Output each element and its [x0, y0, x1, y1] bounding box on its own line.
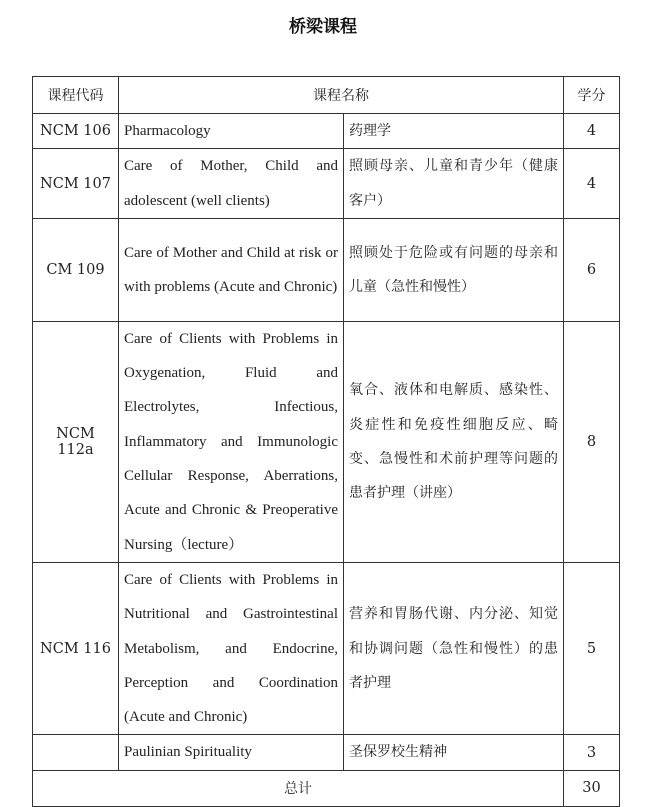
course-name-en: Care of Clients with Problems in Oxygenation, Fluid and Electrolytes, Infectious, Inflammatory and Immunologic Cellular Response, Aberrations, Acute and Chronic & Preoperative Nursing（lecture）	[119, 321, 344, 562]
header-credits: 学分	[564, 77, 620, 114]
header-name: 课程名称	[119, 77, 564, 114]
total-label: 总计	[33, 770, 564, 806]
course-name-en: Care of Clients with Problems in Nutritional and Gastrointestinal Metabolism, and Endocrine, Perception and Coordination (Acute and Chronic)	[119, 562, 344, 734]
course-credits: 8	[564, 321, 620, 562]
course-credits: 3	[564, 735, 620, 770]
course-name-zh: 药理学	[344, 114, 564, 149]
course-code: CM 109	[33, 218, 119, 321]
page-title: 桥梁课程	[289, 17, 357, 37]
table-header-row	[33, 77, 620, 114]
course-credits: 6	[564, 218, 620, 321]
course-name-en: Care of Mother, Child and adolescent (well clients)	[119, 149, 344, 219]
course-code: NCM 106	[33, 114, 119, 149]
course-name-en: Pharmacology	[119, 114, 344, 149]
course-name-en: Care of Mother and Child at risk or with problems (Acute and Chronic)	[119, 218, 344, 321]
course-table	[32, 76, 620, 807]
table-row	[33, 321, 620, 562]
total-row	[33, 770, 620, 806]
table-row	[33, 562, 620, 734]
total-credits: 30	[564, 770, 620, 806]
course-code	[33, 735, 119, 770]
course-name-zh: 圣保罗校生精神	[344, 735, 564, 770]
course-name-zh: 氧合、液体和电解质、感染性、炎症性和免疫性细胞反应、畸变、急慢性和术前护理等问题的患者护理（讲座）	[344, 321, 564, 562]
table-row	[33, 735, 620, 770]
course-credits: 4	[564, 114, 620, 149]
course-code: NCM 116	[33, 562, 119, 734]
course-code: NCM 112a	[33, 321, 119, 562]
course-name-zh: 照顾处于危险或有问题的母亲和儿童（急性和慢性）	[344, 218, 564, 321]
course-code: NCM 107	[33, 149, 119, 219]
header-code: 课程代码	[33, 77, 119, 114]
table-row	[33, 114, 620, 149]
course-name-zh: 照顾母亲、儿童和青少年（健康客户）	[344, 149, 564, 219]
course-name-en: Paulinian Spirituality	[119, 735, 344, 770]
table-row	[33, 149, 620, 219]
course-credits: 5	[564, 562, 620, 734]
course-credits: 4	[564, 149, 620, 219]
table-row	[33, 218, 620, 321]
course-name-zh: 营养和胃肠代谢、内分泌、知觉和协调问题（急性和慢性）的患者护理	[344, 562, 564, 734]
